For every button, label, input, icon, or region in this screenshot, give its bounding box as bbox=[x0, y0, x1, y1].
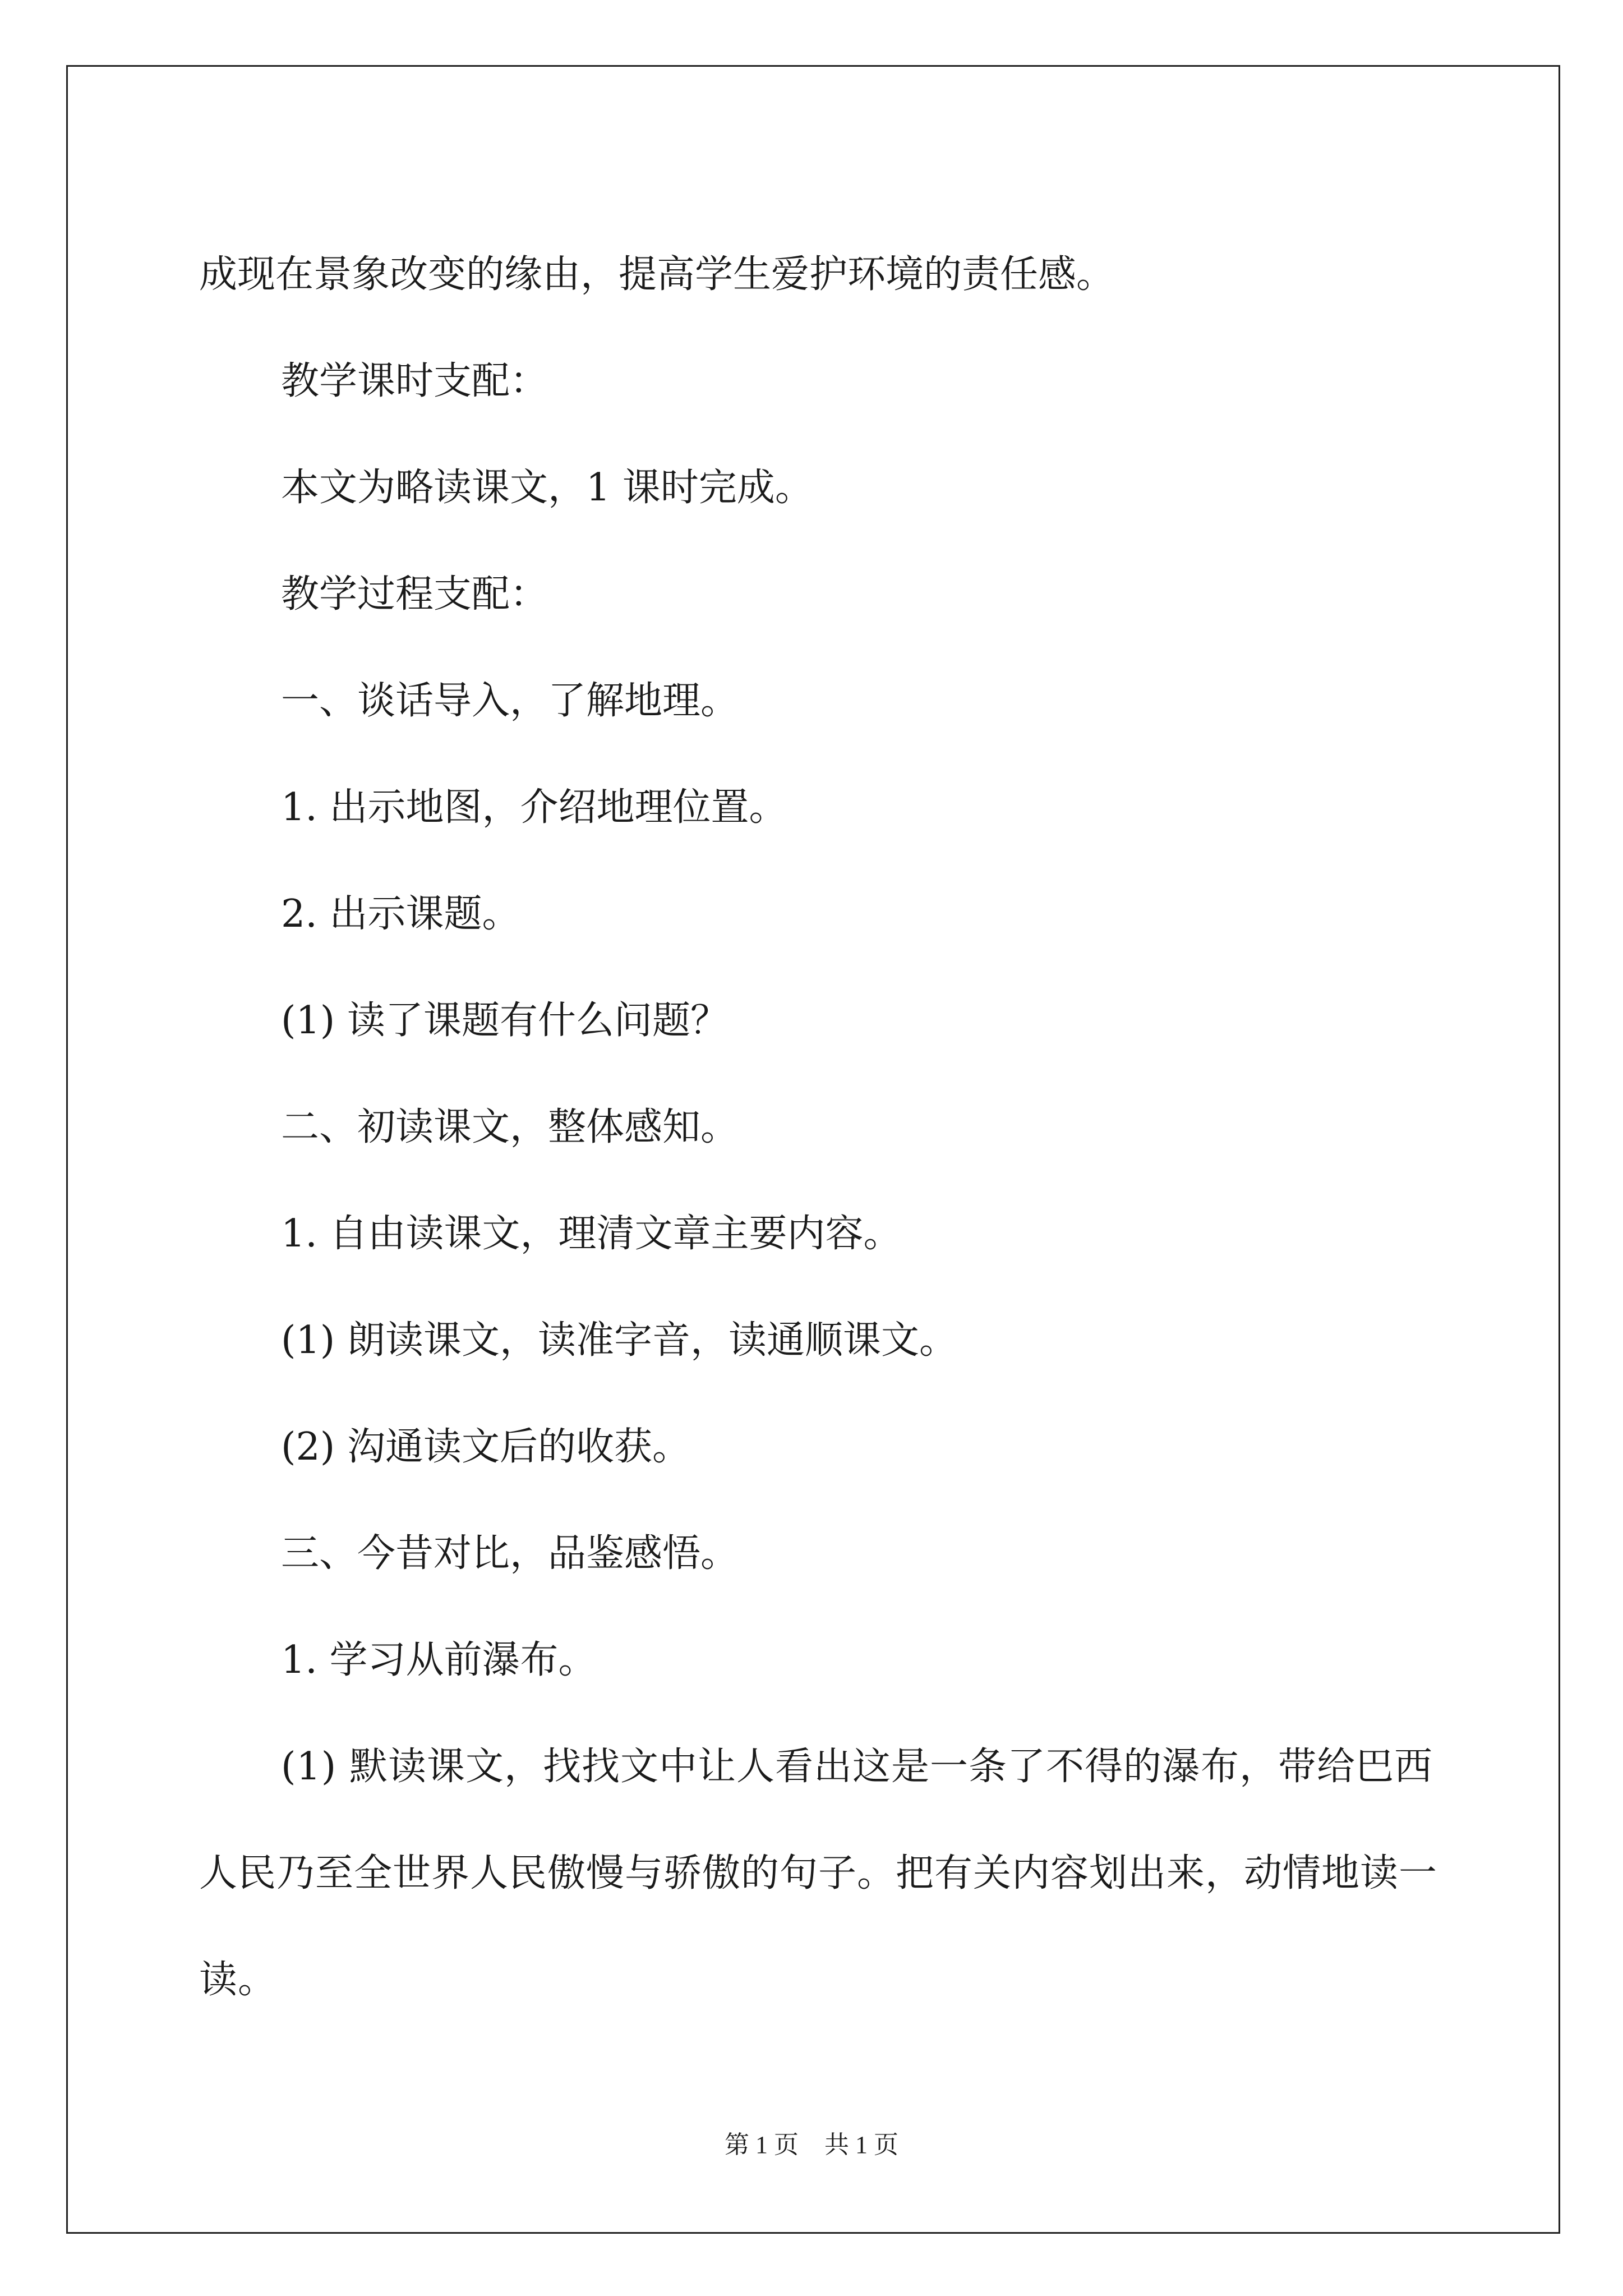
paragraph: 教学课时支配： bbox=[281, 359, 548, 403]
paragraph: (1) 读了课题有什么问题？ bbox=[281, 999, 728, 1043]
paragraph: 教学过程支配： bbox=[281, 572, 548, 616]
paragraph: (1) 朗读课文，读准字音，读通顺课文。 bbox=[281, 1318, 957, 1363]
section-heading: 一、谈话导入，了解地理。 bbox=[281, 679, 739, 723]
page-number: 第 1 页 bbox=[725, 2131, 799, 2159]
page-total: 共 1 页 bbox=[824, 2131, 898, 2159]
document-body bbox=[199, 222, 1438, 2033]
paragraph: 1. 出示地图，介绍地理位置。 bbox=[281, 785, 787, 830]
section-heading: 三、今昔对比，品鉴感悟。 bbox=[281, 1531, 739, 1576]
paragraph: 1. 学习从前瀑布。 bbox=[281, 1638, 597, 1682]
paragraph-continuation: 成现在景象改变的缘由，提高学生爱护环境的责任感。 bbox=[199, 252, 1115, 297]
paragraph-multiline: (1) 默读课文，找找文中让人看出这是一条了不得的瀑布，带给巴西人民乃至全世界人民傲慢与骄傲的句子。把有关内容划出来，动情地读一读。 bbox=[199, 1745, 1438, 2002]
paragraph: 1. 自由读课文，理清文章主要内容。 bbox=[281, 1212, 902, 1256]
page-footer bbox=[0, 2124, 1623, 2160]
section-heading: 二、初读课文，整体感知。 bbox=[281, 1105, 739, 1149]
paragraph: (2) 沟通读文后的收获。 bbox=[281, 1425, 690, 1469]
paragraph: 2. 出示课题。 bbox=[281, 892, 520, 936]
paragraph: 本文为略读课文，1 课时完成。 bbox=[281, 466, 813, 510]
